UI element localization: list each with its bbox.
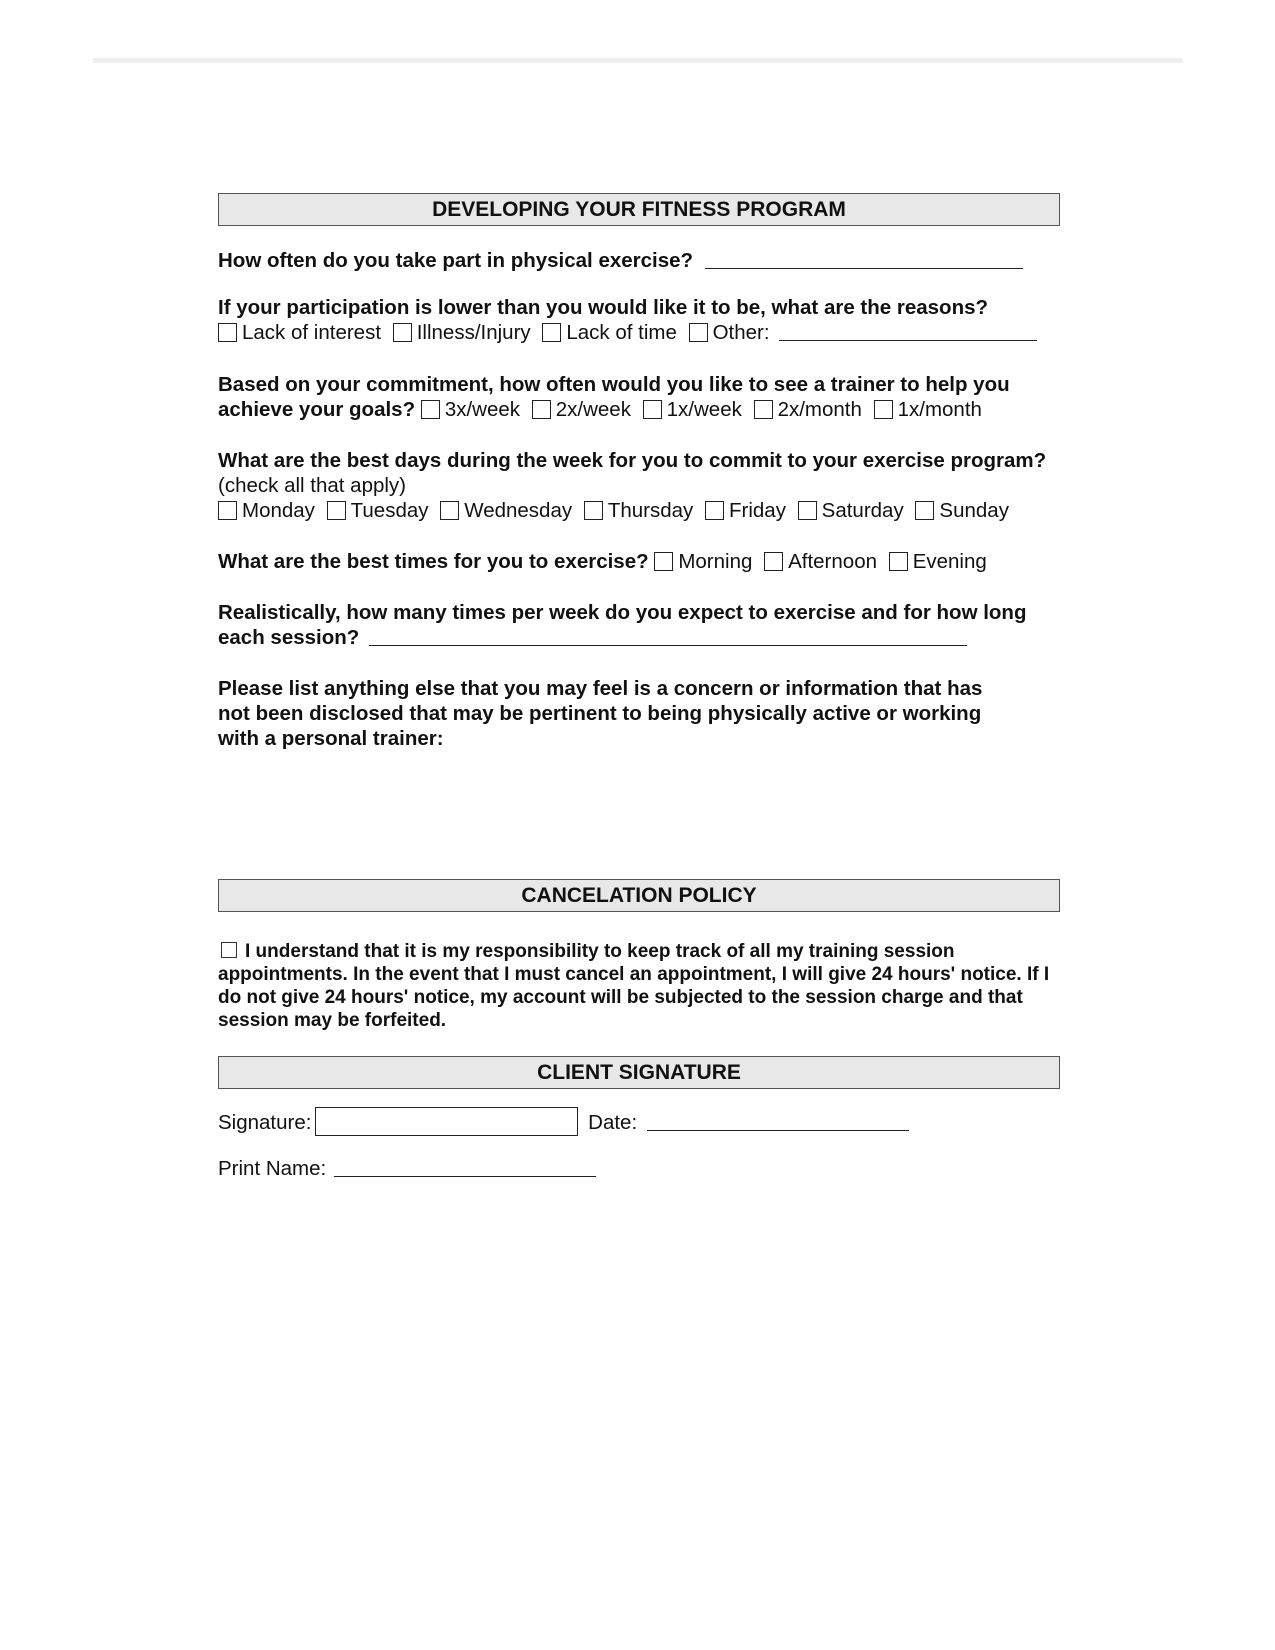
- date-label: Date:: [588, 1111, 638, 1134]
- checkbox[interactable]: [654, 552, 673, 571]
- question-best-days: [218, 448, 1060, 498]
- reasons-options: [218, 320, 1060, 345]
- checkbox[interactable]: [754, 400, 773, 419]
- option-wednesday[interactable]: Wednesday: [440, 499, 572, 522]
- checkbox[interactable]: [421, 400, 440, 419]
- option-3x-week[interactable]: 3x/week: [421, 398, 520, 421]
- trainer-frequency-options: [421, 398, 982, 421]
- page-top-rule: [93, 58, 1183, 63]
- checkbox[interactable]: [915, 501, 934, 520]
- option-2x-month[interactable]: 2x/month: [754, 398, 862, 421]
- option-1x-month[interactable]: 1x/month: [874, 398, 982, 421]
- option-saturday[interactable]: Saturday: [798, 499, 904, 522]
- option-monday[interactable]: Monday: [218, 499, 315, 522]
- checkbox[interactable]: [798, 501, 817, 520]
- question-concerns: [218, 676, 1018, 751]
- option-evening[interactable]: Evening: [889, 550, 987, 573]
- policy-checkbox[interactable]: [221, 942, 237, 958]
- question-text: What are the best days during the week for you to commit to your exercise program?: [218, 449, 1047, 472]
- form-content: [218, 193, 1060, 1184]
- question-text: If your participation is lower than you would like it to be, what are the reasons?: [218, 296, 989, 319]
- fitness-section-header: DEVELOPING YOUR FITNESS PROGRAM: [218, 193, 1060, 226]
- question-note: (check all that apply): [218, 474, 407, 497]
- policy-text: I understand that it is my responsibility to keep track of all my training session appointments. In the event that I must cancel an appointment, I will give 24 hours' notice. If I do not give 24 hours' notice, my account will be subjected to the session charge and that session may be forfeited.: [218, 941, 1050, 1031]
- signature-field[interactable]: [315, 1107, 578, 1136]
- checkbox[interactable]: [327, 501, 346, 520]
- exercise-frequency-field[interactable]: [705, 248, 1023, 269]
- option-afternoon[interactable]: Afternoon: [764, 550, 877, 573]
- option-sunday[interactable]: Sunday: [915, 499, 1009, 522]
- question-best-times: [218, 549, 1060, 574]
- checkbox[interactable]: [874, 400, 893, 419]
- checkbox[interactable]: [689, 323, 708, 342]
- question-text: Based on your commitment, how often would you like to see a trainer to help you achieve your goals?: [218, 373, 1010, 421]
- date-field[interactable]: [647, 1110, 909, 1131]
- question-text: What are the best times for you to exercise?: [218, 550, 649, 573]
- print-name-label: Print Name:: [218, 1157, 327, 1180]
- question-trainer-frequency: [218, 372, 1060, 422]
- checkbox[interactable]: [532, 400, 551, 419]
- question-times-per-week: [218, 600, 1060, 650]
- checkbox[interactable]: [584, 501, 603, 520]
- option-morning[interactable]: Morning: [654, 550, 752, 573]
- print-name-field[interactable]: [334, 1156, 596, 1177]
- question-reasons: [218, 295, 1060, 320]
- checkbox[interactable]: [889, 552, 908, 571]
- concerns-answer-area[interactable]: [218, 751, 1060, 879]
- print-name-row: [218, 1154, 1060, 1184]
- option-other[interactable]: Other:: [689, 321, 770, 344]
- question-text: Please list anything else that you may feel is a concern or information that has not been disclosed that may be pertinent to being physically active or working with a personal trainer:: [218, 677, 983, 750]
- question-text: How often do you take part in physical exercise?: [218, 249, 694, 272]
- question-text: Realistically, how many times per week do you expect to exercise and for how long each session?: [218, 601, 1027, 649]
- cancelation-policy: [218, 940, 1060, 1032]
- question-exercise-frequency: [218, 248, 1060, 273]
- checkbox[interactable]: [218, 323, 237, 342]
- other-reason-field[interactable]: [779, 320, 1037, 341]
- cancelation-section-header: CANCELATION POLICY: [218, 879, 1060, 912]
- option-1x-week[interactable]: 1x/week: [643, 398, 742, 421]
- option-lack-of-interest[interactable]: Lack of interest: [218, 321, 381, 344]
- option-illness-injury[interactable]: Illness/Injury: [393, 321, 531, 344]
- times-options: [654, 550, 986, 573]
- option-friday[interactable]: Friday: [705, 499, 786, 522]
- days-options: [218, 498, 1060, 523]
- times-per-week-field[interactable]: [369, 625, 967, 646]
- signature-row: [218, 1107, 1060, 1138]
- checkbox[interactable]: [705, 501, 724, 520]
- checkbox[interactable]: [393, 323, 412, 342]
- signature-label: Signature:: [218, 1111, 312, 1134]
- checkbox[interactable]: [440, 501, 459, 520]
- option-2x-week[interactable]: 2x/week: [532, 398, 631, 421]
- checkbox[interactable]: [764, 552, 783, 571]
- option-thursday[interactable]: Thursday: [584, 499, 693, 522]
- checkbox[interactable]: [542, 323, 561, 342]
- option-tuesday[interactable]: Tuesday: [327, 499, 429, 522]
- checkbox[interactable]: [218, 501, 237, 520]
- client-signature-header: CLIENT SIGNATURE: [218, 1056, 1060, 1089]
- checkbox[interactable]: [643, 400, 662, 419]
- option-lack-of-time[interactable]: Lack of time: [542, 321, 677, 344]
